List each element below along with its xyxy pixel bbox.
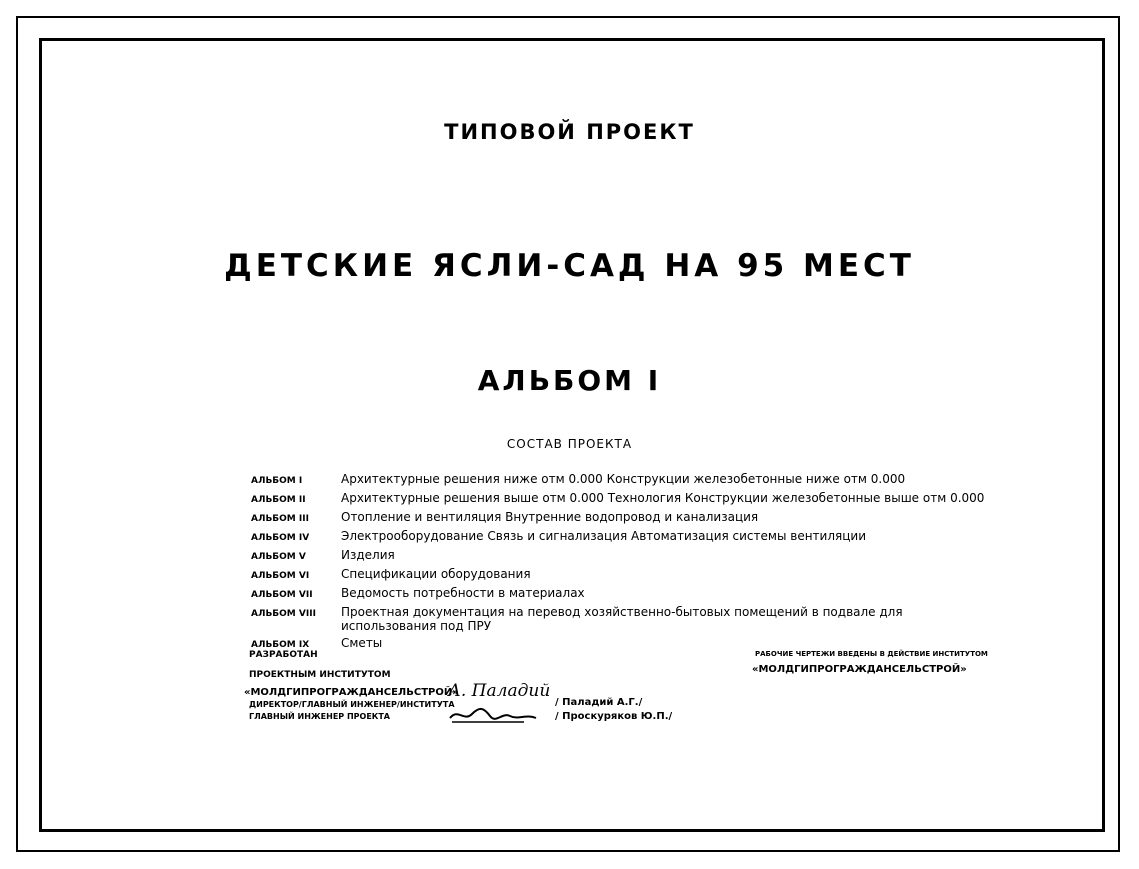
- chief-engineer-line: ГЛАВНЫЙ ИНЖЕНЕР ПРОЕКТА: [249, 712, 390, 721]
- album-row: [251, 510, 1011, 526]
- name-proskuryakov: / Проскуряков Ю.П./: [555, 711, 673, 722]
- album-code: АЛЬБОМ II: [251, 495, 306, 505]
- album-description: Сметы: [341, 636, 383, 650]
- developer-institute: «МОЛДГИПРОГРАЖДАНСЕЛЬСТРОЙ»: [244, 687, 459, 698]
- signature-paladiy: А. Паладий: [448, 681, 550, 701]
- album-row: [251, 548, 1011, 564]
- director-line: ДИРЕКТОР/ГЛАВНЫЙ ИНЖЕНЕР/ИНСТИТУТА: [249, 700, 455, 709]
- album-code: АЛЬБОМ V: [251, 552, 306, 562]
- project-type: ТИПОВОЙ ПРОЕКТ: [444, 120, 695, 144]
- album-row: [251, 472, 1011, 488]
- album-code: АЛЬБОМ VI: [251, 571, 310, 581]
- signature-proskuryakov: [450, 709, 536, 719]
- album-description: Архитектурные решения ниже отм 0.000 Конструкции железобетонные ниже отм 0.000: [341, 472, 906, 486]
- composition-heading: СОСТАВ ПРОЕКТА: [506, 437, 633, 451]
- album-row: [251, 491, 1011, 507]
- developer-label: РАЗРАБОТАН: [249, 650, 318, 660]
- album-description: Проектная документация на перевод хозяйственно-бытовых помещений в подвале для использования под ПРУ: [341, 605, 903, 633]
- album-title: АЛЬБОМ I: [477, 364, 662, 397]
- album-row: [251, 586, 1011, 602]
- album-row: [251, 605, 1011, 633]
- album-code: АЛЬБОМ IX: [251, 640, 310, 650]
- developer-by: ПРОЕКТНЫМ ИНСТИТУТОМ: [249, 670, 391, 680]
- introduction-note: РАБОЧИЕ ЧЕРТЕЖИ ВВЕДЕНЫ В ДЕЙСТВИЕ ИНСТИТУТОМ: [755, 650, 988, 658]
- albums-list: [251, 472, 1011, 655]
- project-title: ДЕТСКИЕ ЯСЛИ-САД НА 95 МЕСТ: [224, 248, 915, 284]
- album-description: Отопление и вентиляция Внутренние водопровод и канализация: [341, 510, 759, 524]
- signatures-image: [440, 678, 550, 728]
- album-description: Ведомость потребности в материалах: [341, 586, 585, 600]
- name-paladiy: / Паладий А.Г./: [555, 697, 643, 708]
- album-description: Электрооборудование Связь и сигнализация Автоматизация системы вентиляции: [341, 529, 866, 543]
- album-description: Спецификации оборудования: [341, 567, 531, 581]
- album-code: АЛЬБОМ III: [251, 514, 309, 524]
- album-code: АЛЬБОМ VIII: [251, 609, 316, 619]
- album-code: АЛЬБОМ IV: [251, 533, 310, 543]
- album-code: АЛЬБОМ VII: [251, 590, 313, 600]
- introduction-institute: «МОЛДГИПРОГРАЖДАНСЕЛЬСТРОЙ»: [752, 664, 967, 675]
- album-description: Изделия: [341, 548, 395, 562]
- album-description: Архитектурные решения выше отм 0.000 Технология Конструкции железобетонные выше отм 0.000: [341, 491, 985, 505]
- album-row: [251, 567, 1011, 583]
- album-code: АЛЬБОМ I: [251, 476, 303, 486]
- album-row: [251, 529, 1011, 545]
